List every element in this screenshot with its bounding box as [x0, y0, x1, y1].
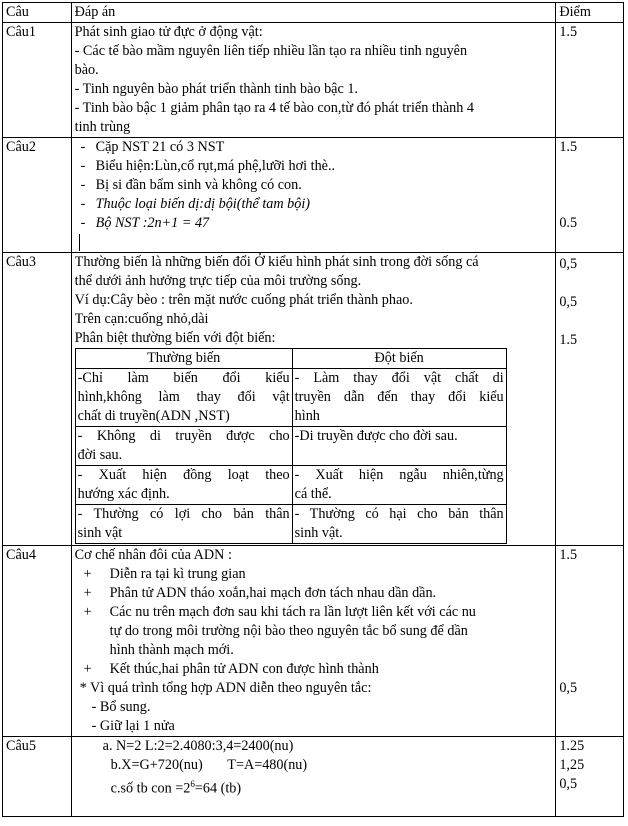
- comparison-cell: - Thường có hại cho bản thân sinh vật.: [292, 505, 506, 544]
- comparison-header: Thường biến: [75, 349, 292, 369]
- cau3-line: Ví dụ:Cây bèo : trên mặt nước cuống phát triển thành phao.: [74, 292, 413, 308]
- cau5-score: 0,5: [559, 776, 578, 792]
- cau5-label: Câu5: [3, 737, 72, 817]
- cau3-line: thể dưới ảnh hưởng trực tiếp của môi trường sống.: [74, 273, 362, 289]
- text-cursor: [75, 233, 553, 252]
- comparison-table: [75, 348, 507, 544]
- comparison-header: Đột biến: [292, 349, 506, 369]
- cau1-line: - Tinh nguyên bào phát triển thành tinh bào bậc 1.: [74, 81, 358, 97]
- cau3-scores: [556, 253, 624, 546]
- header-diem: Điểm: [556, 3, 624, 23]
- cau2-scores: [556, 138, 624, 253]
- cau2-item-italic: - Bộ NST :2n+1 = 47: [75, 214, 553, 233]
- cau3-score: 0,5: [559, 256, 578, 272]
- comparison-row: [75, 466, 506, 505]
- cau2-item-italic: - Thuộc loại biến dị:dị bội(thể tam bội): [75, 195, 553, 214]
- cau4-label: Câu4: [3, 546, 72, 737]
- comparison-cell: - Xuất hiện đồng loạt theo hướng xác định.: [75, 466, 292, 505]
- cau1-line: - Các tế bào mầm nguyên liên tiếp nhiều lần tạo ra nhiều tinh nguyên: [74, 43, 468, 59]
- cau5-scores: [556, 737, 624, 817]
- comparison-cell: - Xuất hiện ngẫu nhiên,từng cá thể.: [292, 466, 506, 505]
- cau4-principle-item: - Giữ lại 1 nửa: [91, 718, 175, 734]
- cau2-label: Câu2: [3, 138, 72, 253]
- cau4-item-cont: tự do trong môi trường nội bào theo nguyên tắc bổ sung để dần: [109, 623, 468, 639]
- row-cau5: [3, 737, 624, 817]
- cau5-line-a: a. N=2 L:2=2.4080:3,4=2400(nu): [102, 738, 294, 754]
- cau4-item: + Phân tử ADN tháo xoắn,hai mạch đơn tách nhau dần dần.: [75, 584, 553, 603]
- cau1-line: Phát sinh giao tử đực ở động vật:: [74, 24, 263, 40]
- cau3-score: 1.5: [559, 332, 578, 348]
- cau1-label: Câu1: [3, 23, 72, 138]
- cau2-score: 1.5: [559, 139, 578, 155]
- cau1-answer: [71, 23, 556, 138]
- cau4-score: 0,5: [559, 680, 578, 696]
- cau4-item: + Các nu trên mạch đơn sau khi tách ra lần lượt liên kết với các nu: [75, 603, 553, 622]
- cau1-line: bào.: [74, 62, 99, 78]
- cau5-score: 1.25: [559, 738, 585, 754]
- cau2-answer: [71, 138, 556, 253]
- cau4-scores: [556, 546, 624, 737]
- comparison-cell: -Chỉ làm biến đổi kiểu hình,không làm thay đổi vật chất di truyền(ADN ,NST): [75, 369, 292, 427]
- cau3-line: Phân biệt thường biến với đột biến:: [74, 330, 276, 346]
- cau5-answer: [71, 737, 556, 817]
- cau3-score: 0,5: [559, 294, 578, 310]
- cau1-line: tinh trùng: [74, 119, 131, 135]
- cau5-score: 1,25: [559, 757, 585, 773]
- comparison-row: [75, 369, 506, 427]
- cau3-answer: [71, 253, 556, 546]
- cau1-line: - Tinh bào bậc 1 giảm phân tạo ra 4 tế bào con,từ đó phát triển thành 4: [74, 100, 474, 116]
- comparison-row: [75, 505, 506, 544]
- header-dap-an: Đáp án: [71, 3, 556, 23]
- cau5-line-b: b.X=G+720(nu) T=A=480(nu): [110, 757, 308, 773]
- cau4-answer: [71, 546, 556, 737]
- cau4-item-cont: hình thành mạch mới.: [109, 642, 234, 658]
- comparison-cell: -Di truyền được cho đời sau.: [292, 427, 506, 466]
- cau2-item: - Cặp NST 21 có 3 NST: [75, 138, 553, 157]
- row-cau4: [3, 546, 624, 737]
- cau4-title: Cơ chế nhân đôi của ADN :: [74, 547, 232, 563]
- cau3-label: Câu3: [3, 253, 72, 546]
- cau2-item: - Biểu hiện:Lùn,cổ rụt,má phệ,lưỡi hơi thè..: [75, 157, 553, 176]
- row-cau1: [3, 23, 624, 138]
- comparison-cell: - Không di truyền được cho đời sau.: [75, 427, 292, 466]
- comparison-cell: - Làm thay đổi vật chất di truyền dẫn đến thay đổi kiểu hình: [292, 369, 506, 427]
- cau2-item: - Bị si đần bẩm sinh và không có con.: [75, 176, 553, 195]
- cau5-line-c: c.số tb con $=2^6=64$ (tb): [110, 779, 242, 797]
- cau4-principle: * Vì quá trình tổng hợp ADN diễn theo nguyên tắc:: [79, 680, 372, 696]
- comparison-row: [75, 427, 506, 466]
- cau4-principle-item: - Bổ sung.: [91, 699, 151, 715]
- header-cau: Câu: [3, 3, 72, 23]
- cau3-line: Thường biến là những biến đổi Ở kiểu hình phát sinh trong đời sống cá: [74, 254, 479, 270]
- row-cau2: [3, 138, 624, 253]
- cau4-item: + Diễn ra tại kì trung gian: [75, 565, 553, 584]
- cau4-score: 1.5: [559, 547, 578, 563]
- cau1-score: 1.5: [556, 23, 624, 138]
- comparison-cell: - Thường có lợi cho bản thân sinh vật: [75, 505, 292, 544]
- cursor-icon: [79, 234, 80, 251]
- row-cau3: [3, 253, 624, 546]
- cau2-score: 0.5: [559, 215, 578, 231]
- answer-table: [2, 2, 624, 817]
- cau3-line: Trên cạn:cuống nhỏ,dài: [74, 311, 209, 327]
- cau4-item: + Kết thúc,hai phân tử ADN con được hình thành: [75, 660, 553, 679]
